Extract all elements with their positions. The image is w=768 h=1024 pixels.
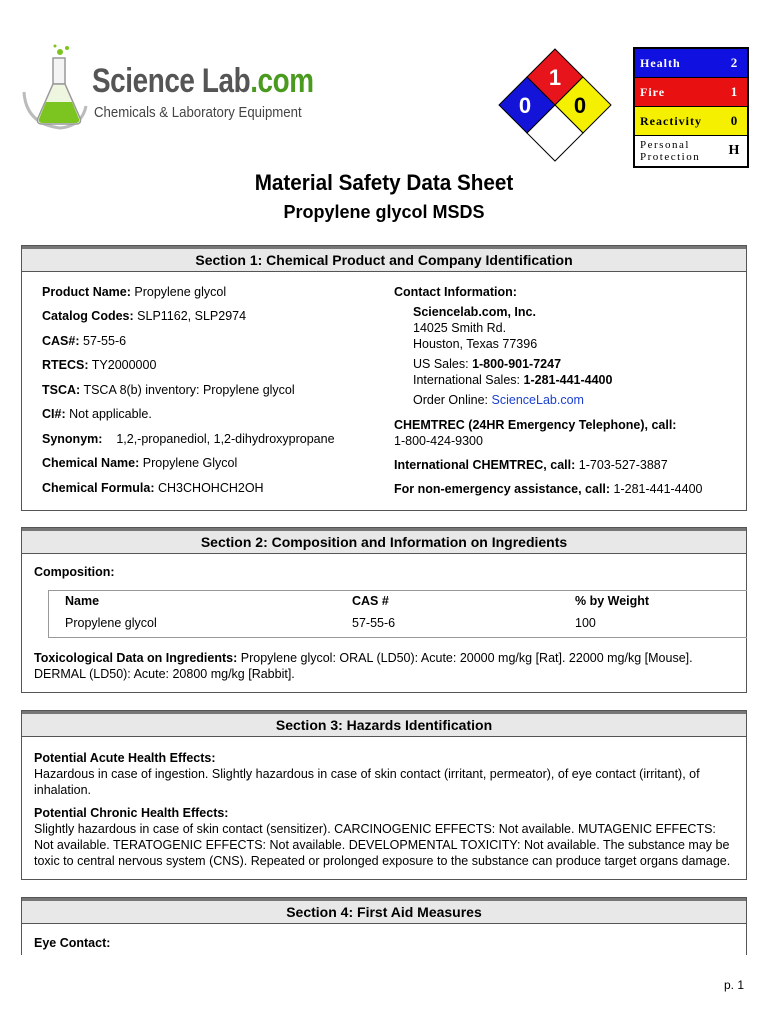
us-sales-line: US Sales: 1-800-901-7247 <box>413 357 562 371</box>
chemtrec-label: CHEMTREC (24HR Emergency Telephone), call: <box>394 418 677 432</box>
fire-value: 1 <box>730 84 738 99</box>
address-line-2: Houston, Texas 77396 <box>413 337 538 351</box>
fire-label: Fire <box>640 84 666 99</box>
document-subtitle: Propylene glycol MSDS <box>283 202 485 222</box>
header-weight: % by Weight <box>575 594 650 608</box>
chronic-effects-text: Slightly hazardous in case of skin contact (sensitizer). CARCINOGENIC EFFECTS: Not available. MUTAGENIC EFFECTS: Not available. TERATOGENIC EFFECTS: Not available. DEVELOPMENTAL TOXICITY: Not available. The substance may be toxic to central nervous system (CNS). Repeated or prolonged exposure to the substance can produce target organs damage. <box>34 822 731 868</box>
cas-line: CAS#: 57-55-6 <box>42 334 127 348</box>
section-1 <box>21 245 747 511</box>
section-2-heading: Section 2: Composition and Information on Ingredients <box>22 528 746 554</box>
ci-line: CI#: Not applicable. <box>42 407 152 421</box>
catalog-codes-line: Catalog Codes: SLP1162, SLP2974 <box>42 309 247 323</box>
personal-protection-value: H <box>728 143 740 158</box>
fire-rating-row <box>635 78 747 107</box>
company-name: Sciencelab.com, Inc. <box>413 305 536 319</box>
nfpa-diamond <box>498 48 612 162</box>
intl-sales-line: International Sales: 1-281-441-4400 <box>413 373 613 387</box>
chemical-name-line: Chemical Name: Propylene Glycol <box>42 456 238 470</box>
tsca-line: TSCA: TSCA 8(b) inventory: Propylene glycol <box>42 383 295 397</box>
chemtrec-number: 1-800-424-9300 <box>394 434 483 448</box>
personal-protection-row <box>635 136 747 166</box>
acute-effects-text: Hazardous in case of ingestion. Slightly hazardous in case of skin contact (irritant, permeator), of eye contact (irritant), of inhalation. <box>34 767 700 797</box>
toxicological-data: Toxicological Data on Ingredients: Propylene glycol: ORAL (LD50): Acute: 20000 mg/kg [Rat]. 22000 mg/kg [Mouse]. DERMAL (LD50): Acute: 20800 mg/kg [Rabbit]. <box>34 651 693 681</box>
eye-contact-label: Eye Contact: <box>34 936 111 950</box>
chronic-effects-label: Potential Chronic Health Effects: <box>34 806 229 820</box>
header-name: Name <box>65 594 100 608</box>
sciencelab-link[interactable]: ScienceLab.com <box>491 393 584 407</box>
address-line-1: 14025 Smith Rd. <box>413 321 507 335</box>
order-online-line: Order Online: ScienceLab.com <box>413 393 584 407</box>
nfpa-fire-value: 1 <box>548 65 562 90</box>
nfpa-health-value: 0 <box>518 93 532 118</box>
brand-name: Science Lab.com <box>92 62 314 100</box>
personal-protection-label: Personal Protection <box>640 139 701 163</box>
flask-icon <box>20 44 90 136</box>
section-3 <box>21 710 747 880</box>
cell-cas: 57-55-6 <box>352 616 396 630</box>
composition-table <box>65 590 725 634</box>
section-3-heading: Section 3: Hazards Identification <box>22 711 746 737</box>
rtecs-line: RTECS: TY2000000 <box>42 358 157 372</box>
table-row <box>65 612 725 634</box>
reactivity-value: 0 <box>730 113 738 128</box>
nfpa-reactivity-value: 0 <box>573 93 587 118</box>
composition-table-header <box>65 590 725 612</box>
reactivity-label: Reactivity <box>640 113 702 128</box>
synonym-line: Synonym: 1,2,-propanediol, 1,2-dihydroxypropane <box>42 432 335 446</box>
reactivity-rating-row <box>635 107 747 136</box>
health-value: 2 <box>730 55 738 70</box>
health-label: Health <box>640 55 681 70</box>
acute-effects-label: Potential Acute Health Effects: <box>34 751 216 765</box>
health-rating-row <box>635 49 747 78</box>
section-4-heading: Section 4: First Aid Measures <box>22 898 746 924</box>
page-number: p. 1 <box>723 978 744 992</box>
contact-information-label: Contact Information: <box>394 285 517 299</box>
section-2 <box>21 527 747 693</box>
section-1-heading: Section 1: Chemical Product and Company Identification <box>22 246 746 272</box>
section-4 <box>21 897 747 955</box>
non-emergency-line: For non-emergency assistance, call: 1-281-441-4400 <box>394 482 703 496</box>
intl-chemtrec-line: International CHEMTREC, call: 1-703-527-3887 <box>394 458 668 472</box>
hazard-rating-table <box>633 47 749 168</box>
document-title: Material Safety Data Sheet <box>254 170 514 195</box>
chemical-formula-line: Chemical Formula: CH3CHOHCH2OH <box>42 481 264 495</box>
product-name-line: Product Name: Propylene glycol <box>42 285 227 299</box>
header-cas: CAS # <box>352 594 389 608</box>
cell-weight: 100 <box>575 616 596 630</box>
cell-name: Propylene glycol <box>65 616 157 630</box>
sciencelab-logo <box>20 44 314 136</box>
brand-tagline: Chemicals & Laboratory Equipment <box>94 104 302 121</box>
composition-label: Composition: <box>34 565 115 579</box>
